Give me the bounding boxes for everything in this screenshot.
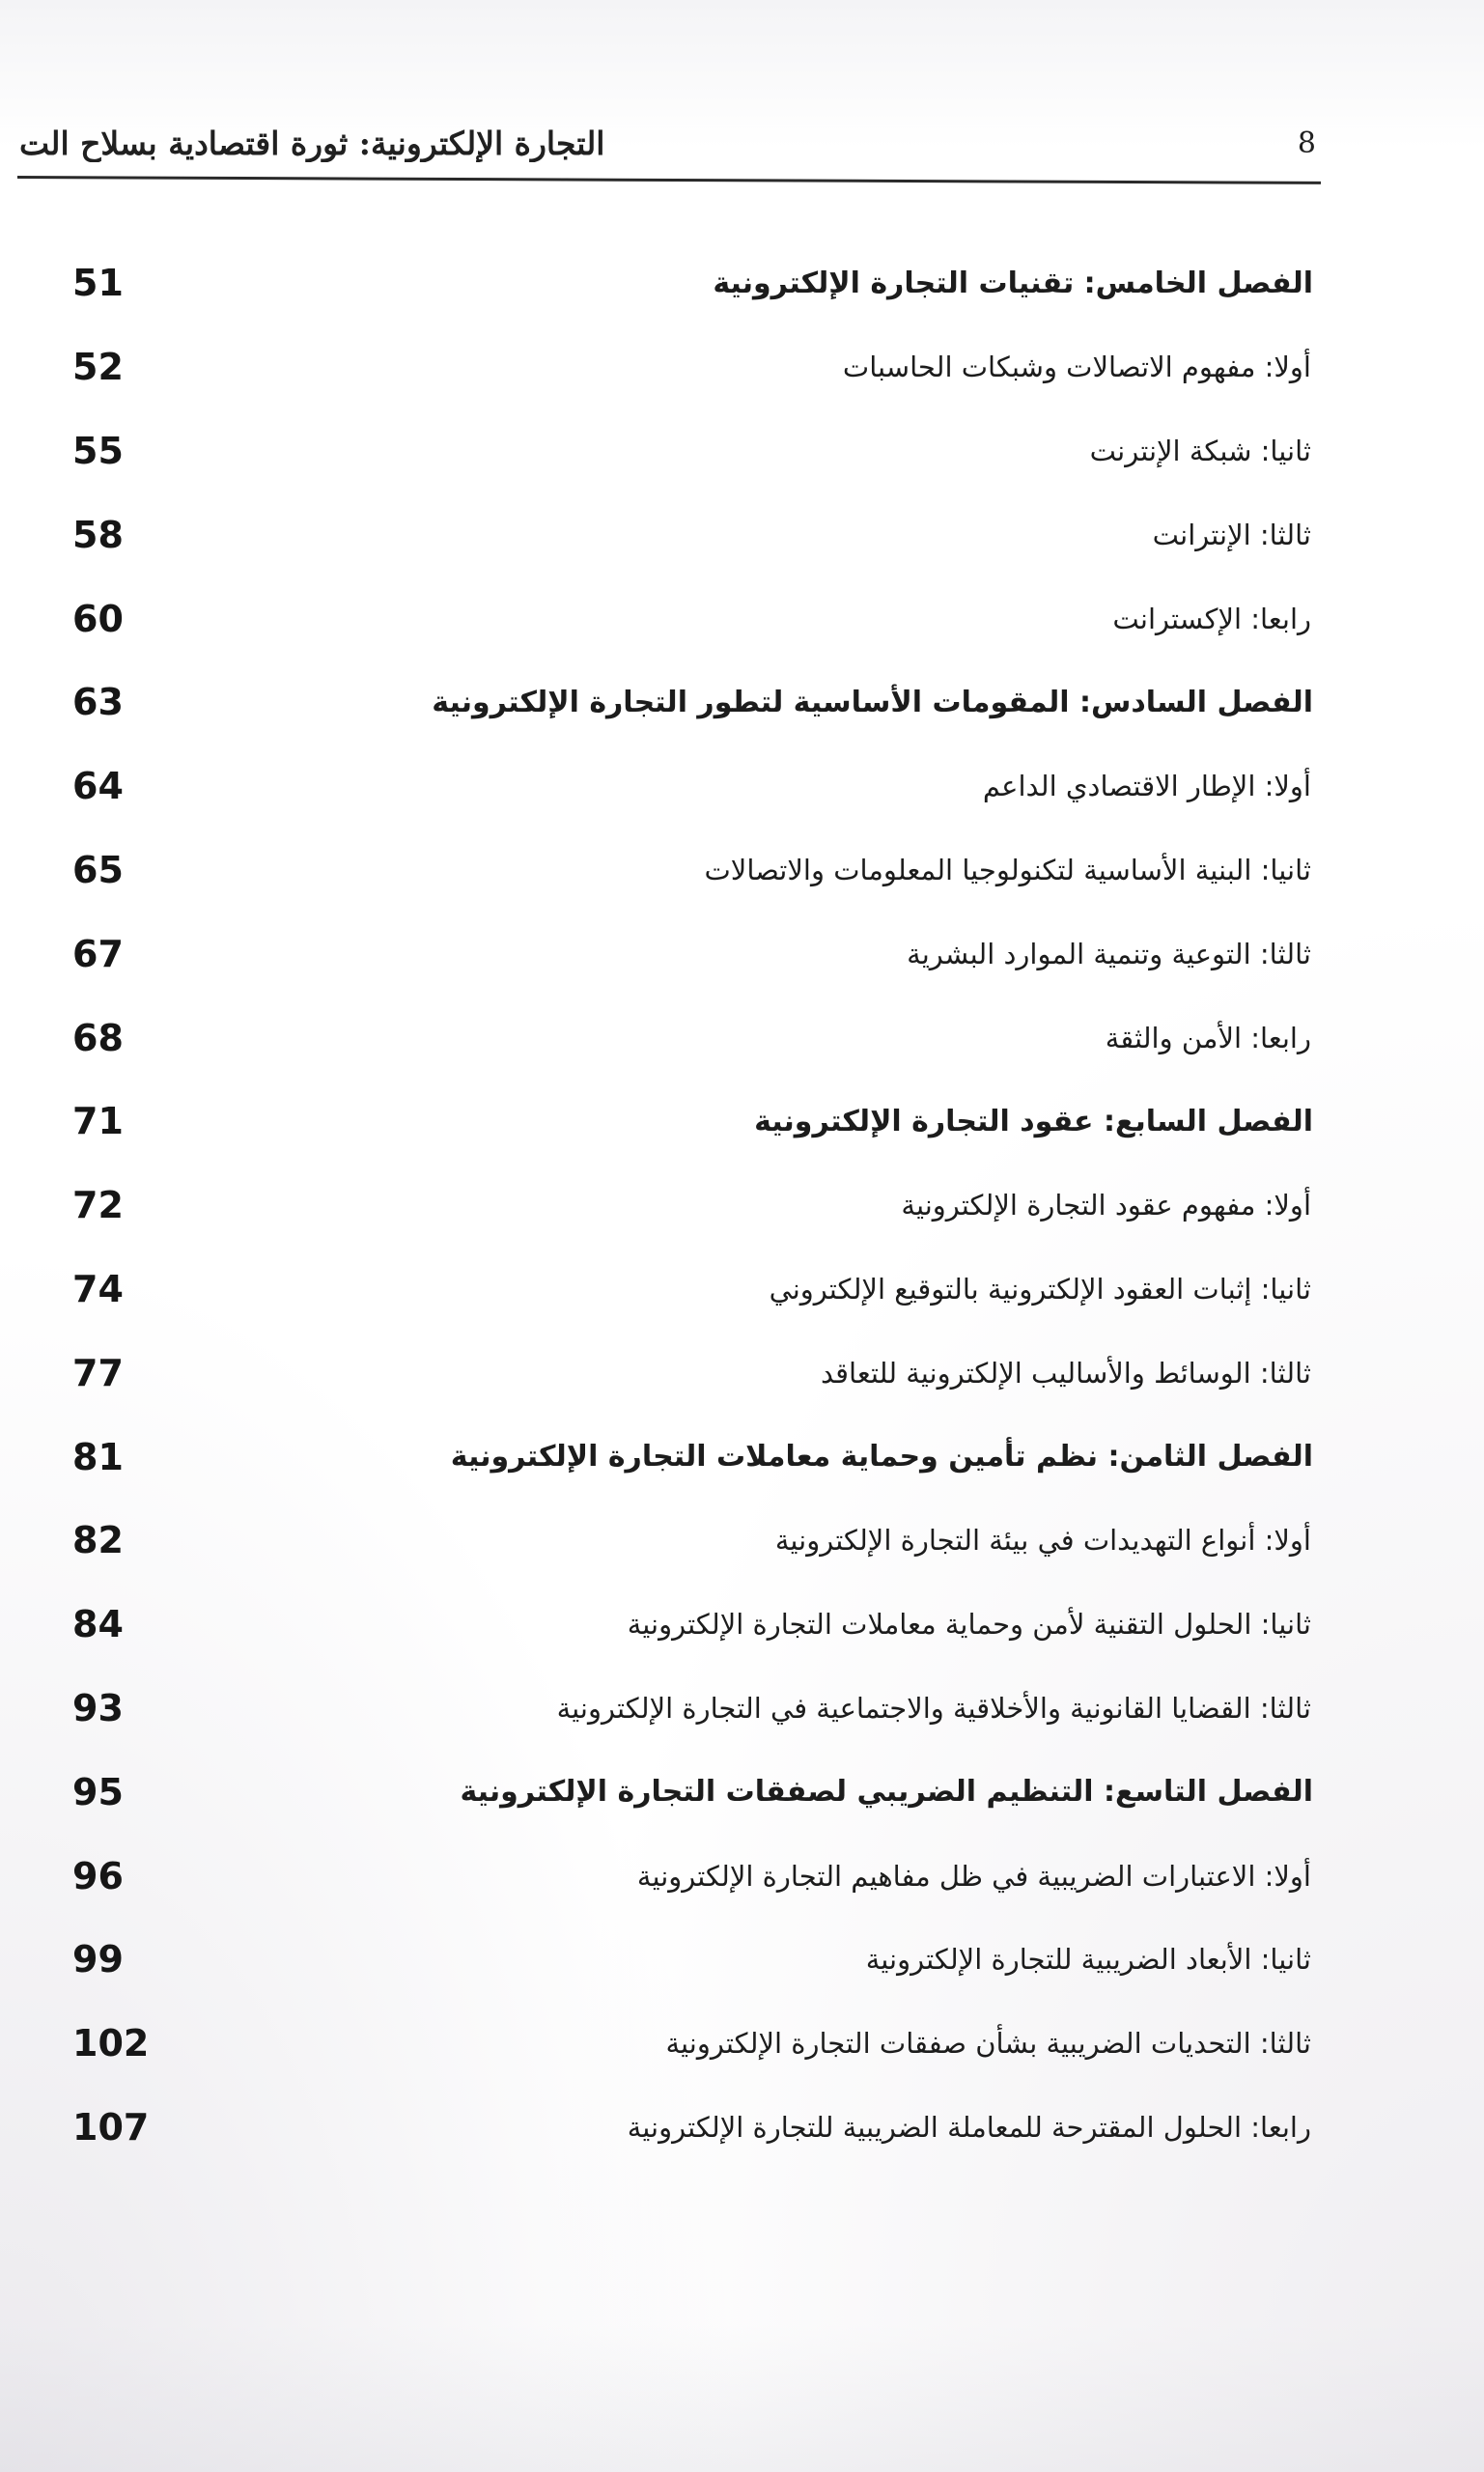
toc-section-row xyxy=(58,912,1313,996)
toc-entry-page: 107 xyxy=(72,2105,150,2149)
toc-chapter-row xyxy=(58,241,1313,325)
toc-section-row xyxy=(58,492,1313,576)
toc-entry-title: أولا: أنواع التهديدات في بيئة التجارة الإلكترونية xyxy=(774,1524,1311,1558)
toc-entry-page: 52 xyxy=(72,346,124,389)
toc-entry-title: ثالثا: القضايا القانونية والأخلاقية والاجتماعية في التجارة الإلكترونية xyxy=(556,1691,1311,1725)
toc-section-row xyxy=(58,409,1313,493)
toc-section-row xyxy=(58,2002,1313,2086)
toc-entry-title: رابعا: الحلول المقترحة للمعاملة الضريبية للتجارة الإلكترونية xyxy=(627,2110,1311,2144)
header-divider xyxy=(17,176,1321,184)
toc-entry-page: 81 xyxy=(72,1435,124,1478)
toc-section-row xyxy=(58,1331,1313,1415)
toc-entry-page: 82 xyxy=(72,1519,124,1562)
page-number: 8 xyxy=(1297,126,1316,160)
toc-section-row xyxy=(58,1499,1313,1583)
toc-section-row xyxy=(58,744,1313,829)
table-of-contents xyxy=(58,241,1313,2169)
toc-section-row xyxy=(58,1918,1313,2002)
toc-chapter-row xyxy=(58,660,1313,744)
toc-entry-page: 77 xyxy=(72,1351,124,1394)
toc-entry-title: ثانيا: البنية الأساسية لتكنولوجيا المعلومات والاتصالات xyxy=(704,853,1311,886)
toc-entry-title: ثالثا: الوسائط والأساليب الإلكترونية للتعاقد xyxy=(820,1356,1311,1390)
toc-entry-title: ثالثا: الإنترانت xyxy=(1152,518,1311,551)
toc-entry-title: الفصل السابع: عقود التجارة الإلكترونية xyxy=(754,1104,1313,1138)
toc-entry-page: 72 xyxy=(72,1184,124,1227)
toc-entry-page: 99 xyxy=(72,1938,124,1981)
toc-entry-page: 64 xyxy=(72,765,124,808)
toc-entry-title: أولا: مفهوم عقود التجارة الإلكترونية xyxy=(901,1189,1311,1222)
toc-section-row xyxy=(58,576,1313,660)
toc-entry-page: 68 xyxy=(72,1016,124,1059)
toc-entry-page: 63 xyxy=(72,681,124,724)
toc-entry-title: الفصل السادس: المقومات الأساسية لتطور التجارة الإلكترونية xyxy=(432,685,1313,719)
toc-entry-title: ثانيا: الحلول التقنية لأمن وحماية معاملات التجارة الإلكترونية xyxy=(627,1608,1311,1642)
toc-entry-title: الفصل التاسع: التنظيم الضريبي لصفقات التجارة الإلكترونية xyxy=(460,1775,1313,1810)
toc-entry-page: 60 xyxy=(72,597,124,640)
toc-entry-title: ثانيا: إثبات العقود الإلكترونية بالتوقيع الإلكتروني xyxy=(769,1272,1311,1306)
toc-entry-page: 95 xyxy=(72,1770,124,1813)
toc-entry-page: 93 xyxy=(72,1686,124,1729)
toc-section-row xyxy=(58,1583,1313,1667)
toc-entry-page: 84 xyxy=(72,1603,124,1646)
toc-chapter-row xyxy=(58,1415,1313,1499)
toc-entry-title: الفصل الخامس: تقنيات التجارة الإلكترونية xyxy=(713,266,1313,300)
toc-entry-title: ثانيا: الأبعاد الضريبية للتجارة الإلكترونية xyxy=(865,1943,1311,1977)
toc-section-row xyxy=(58,1834,1313,1918)
toc-section-row xyxy=(58,829,1313,913)
toc-entry-title: ثالثا: التحديات الضريبية بشأن صفقات التجارة الإلكترونية xyxy=(665,2027,1311,2061)
toc-entry-title: أولا: مفهوم الاتصالات وشبكات الحاسبات xyxy=(842,351,1311,384)
toc-entry-title: ثالثا: التوعية وتنمية الموارد البشرية xyxy=(907,937,1311,970)
running-header xyxy=(19,114,1320,172)
toc-chapter-row xyxy=(58,1080,1313,1164)
toc-section-row xyxy=(58,996,1313,1080)
toc-entry-title: ثانيا: شبكة الإنترنت xyxy=(1089,434,1311,467)
toc-entry-page: 102 xyxy=(72,2022,150,2065)
toc-entry-title: رابعا: الأمن والثقة xyxy=(1105,1021,1311,1054)
toc-entry-page: 55 xyxy=(72,429,124,472)
toc-entry-page: 67 xyxy=(72,932,124,975)
toc-section-row xyxy=(58,1164,1313,1248)
toc-entry-page: 65 xyxy=(72,848,124,891)
toc-entry-title: رابعا: الإكسترانت xyxy=(1112,602,1311,635)
toc-entry-page: 74 xyxy=(72,1267,124,1310)
toc-section-row xyxy=(58,325,1313,409)
running-header-title: التجارة الإلكترونية: ثورة اقتصادية بسلاح الت xyxy=(19,124,605,162)
toc-section-row xyxy=(58,1667,1313,1751)
toc-entry-title: أولا: الإطار الاقتصادي الداعم xyxy=(982,770,1311,803)
toc-entry-page: 96 xyxy=(72,1854,124,1897)
toc-chapter-row xyxy=(58,1750,1313,1834)
toc-entry-page: 58 xyxy=(72,513,124,556)
toc-section-row xyxy=(58,2086,1313,2170)
toc-entry-title: أولا: الاعتبارات الضريبية في ظل مفاهيم التجارة الإلكترونية xyxy=(636,1859,1311,1893)
toc-entry-title: الفصل الثامن: نظم تأمين وحماية معاملات التجارة الإلكترونية xyxy=(450,1440,1313,1475)
toc-entry-page: 71 xyxy=(72,1100,124,1143)
toc-section-row xyxy=(58,1248,1313,1332)
toc-entry-page: 51 xyxy=(72,262,124,305)
